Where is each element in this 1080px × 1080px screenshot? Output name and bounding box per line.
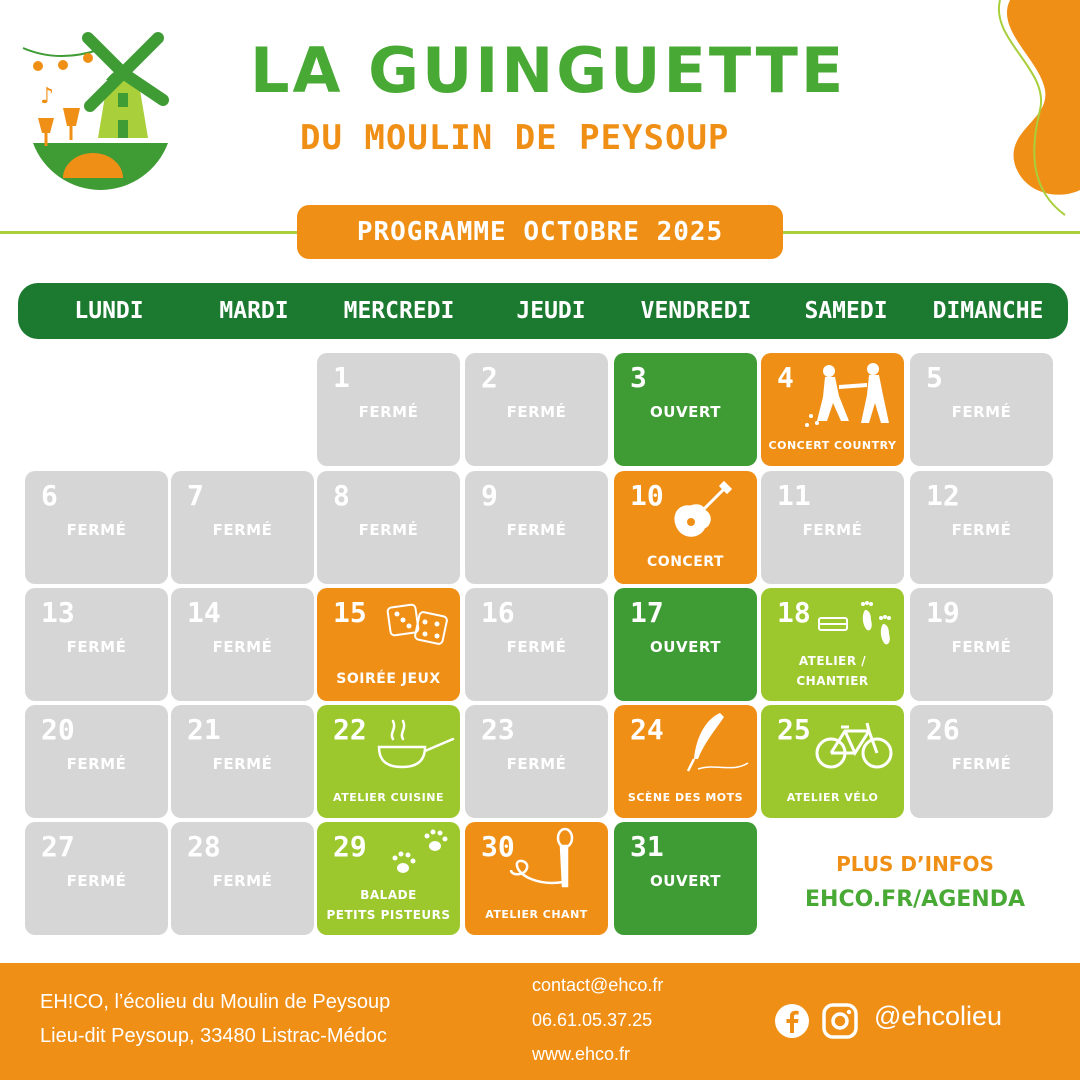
footer-phone[interactable]: 06.61.05.37.25 [532, 1010, 653, 1030]
day-number: 8 [333, 479, 350, 512]
day-number: 10 [630, 479, 664, 512]
day-cell-19 [910, 588, 1053, 701]
day-number: 17 [630, 596, 664, 629]
day-cell-30 [465, 822, 608, 935]
day-cell-10 [614, 471, 757, 584]
day-cell-5 [910, 353, 1053, 466]
day-label: ATELIER CHANT [485, 908, 588, 921]
day-number: 4 [777, 361, 794, 394]
day-number: 16 [481, 596, 515, 629]
day-label: FERMÉ [66, 755, 127, 773]
day-number: 21 [187, 713, 221, 746]
weekday-wednesday: MERCREDI [343, 298, 455, 324]
day-label: FERMÉ [66, 638, 127, 656]
footer-org-line: EH!CO, l’écolieu du Moulin de Peysoup [40, 991, 391, 1013]
day-label: FERMÉ [358, 521, 419, 539]
weekday-friday: VENDREDI [640, 298, 752, 324]
day-cell-3 [614, 353, 757, 466]
day-label: FERMÉ [212, 521, 273, 539]
day-label: SOIRÉE JEUX [336, 671, 441, 687]
day-label: OUVERT [650, 403, 721, 421]
day-label: FERMÉ [951, 755, 1012, 773]
day-cell-9 [465, 471, 608, 584]
day-cell-29 [317, 822, 460, 935]
day-cell-21 [171, 705, 314, 818]
day-number: 14 [187, 596, 221, 629]
footer-address: Lieu-dit Peysoup, 33480 Listrac-Médoc [40, 1025, 387, 1047]
day-label: CONCERT COUNTRY [768, 439, 897, 452]
day-label: FERMÉ [506, 638, 567, 656]
day-label: FERMÉ [506, 755, 567, 773]
programme-banner: PROGRAMME OCTOBRE 2025 [297, 205, 783, 259]
day-label: FERMÉ [802, 521, 863, 539]
bicycle-icon [815, 717, 895, 771]
day-label: FERMÉ [506, 521, 567, 539]
day-label: ATELIER CUISINE [333, 791, 444, 804]
day-number: 7 [187, 479, 204, 512]
dancers-icon [799, 361, 899, 433]
day-cell-31 [614, 822, 757, 935]
day-cell-4 [761, 353, 904, 466]
day-label: FERMÉ [212, 872, 273, 890]
day-label: OUVERT [650, 638, 721, 656]
windmill-logo [18, 18, 178, 193]
microphone-icon [509, 826, 589, 892]
day-label: ATELIER VÉLO [786, 791, 879, 804]
day-number: 20 [41, 713, 75, 746]
day-number: 9 [481, 479, 498, 512]
dice-icon [385, 600, 451, 648]
day-cell-24 [614, 705, 757, 818]
weekday-bar [18, 283, 1068, 339]
day-number: 18 [777, 596, 811, 629]
day-label: OUVERT [650, 872, 721, 890]
paw-prints-icon [379, 826, 451, 880]
day-number: 28 [187, 830, 221, 863]
day-cell-14 [171, 588, 314, 701]
day-number: 1 [333, 361, 350, 394]
day-label-line-1: ATELIER / [798, 654, 867, 668]
day-label-line-2: PETITS PISTEURS [326, 908, 451, 922]
day-number: 29 [333, 830, 367, 863]
agenda-link[interactable]: EHCO.FR/AGENDA [805, 887, 1025, 912]
weekday-sunday: DIMANCHE [932, 298, 1044, 324]
day-number: 11 [777, 479, 811, 512]
day-number: 26 [926, 713, 960, 746]
decorative-blob [990, 0, 1080, 220]
day-number: 3 [630, 361, 647, 394]
day-number: 12 [926, 479, 960, 512]
weekday-saturday: SAMEDI [804, 298, 888, 324]
day-cell-11 [761, 471, 904, 584]
day-label: FERMÉ [951, 638, 1012, 656]
day-label-line-2: CHANTIER [796, 674, 869, 688]
day-cell-15 [317, 588, 460, 701]
day-label [317, 885, 460, 925]
day-cell-8 [317, 471, 460, 584]
day-cell-26 [910, 705, 1053, 818]
weekday-monday: LUNDI [74, 298, 144, 324]
day-cell-6 [25, 471, 168, 584]
footer [0, 963, 1080, 1080]
day-label: FERMÉ [951, 403, 1012, 421]
guitar-icon [670, 479, 734, 541]
day-cell-1 [317, 353, 460, 466]
day-label: FERMÉ [66, 872, 127, 890]
footer-website[interactable]: www.ehco.fr [532, 1044, 631, 1064]
social-handle[interactable]: @ehcolieu [874, 1001, 1002, 1031]
day-number: 27 [41, 830, 75, 863]
day-cell-20 [25, 705, 168, 818]
day-label: FERMÉ [212, 755, 273, 773]
day-number: 25 [777, 713, 811, 746]
day-label: FERMÉ [66, 521, 127, 539]
day-cell-28 [171, 822, 314, 935]
footer-email[interactable]: contact@ehco.fr [532, 975, 664, 995]
day-cell-25 [761, 705, 904, 818]
day-number: 19 [926, 596, 960, 629]
day-number: 5 [926, 361, 943, 394]
day-cell-27 [25, 822, 168, 935]
day-cell-7 [171, 471, 314, 584]
page-subtitle: DU MOULIN DE PEYSOUP [300, 118, 730, 158]
day-number: 15 [333, 596, 367, 629]
more-info-label: PLUS D’INFOS [836, 852, 994, 876]
footprints-icon [813, 596, 897, 648]
day-label: FERMÉ [951, 521, 1012, 539]
pan-icon [373, 709, 457, 773]
instagram-icon[interactable] [822, 1003, 858, 1039]
day-label: FERMÉ [506, 403, 567, 421]
day-cell-23 [465, 705, 608, 818]
day-number: 2 [481, 361, 498, 394]
day-label: FERMÉ [358, 403, 419, 421]
day-label: SCÈNE DES MOTS [627, 791, 744, 804]
day-label: CONCERT [647, 554, 724, 570]
day-number: 30 [481, 830, 515, 863]
day-number: 6 [41, 479, 58, 512]
day-number: 13 [41, 596, 75, 629]
page-title: LA GUINGUETTE [250, 34, 847, 107]
day-cell-18 [761, 588, 904, 701]
day-cell-2 [465, 353, 608, 466]
day-cell-22 [317, 705, 460, 818]
day-label: FERMÉ [212, 638, 273, 656]
facebook-icon[interactable] [774, 1003, 810, 1039]
weekday-tuesday: MARDI [219, 298, 289, 324]
day-number: 23 [481, 713, 515, 746]
day-label [761, 651, 904, 691]
day-cell-17 [614, 588, 757, 701]
day-number: 31 [630, 830, 664, 863]
day-number: 22 [333, 713, 367, 746]
day-label-line-1: BALADE [360, 888, 417, 902]
day-number: 24 [630, 713, 664, 746]
day-cell-12 [910, 471, 1053, 584]
feather-icon [676, 709, 752, 775]
weekday-thursday: JEUDI [516, 298, 586, 324]
day-cell-16 [465, 588, 608, 701]
day-cell-13 [25, 588, 168, 701]
svg-text:♪: ♪ [40, 84, 55, 109]
